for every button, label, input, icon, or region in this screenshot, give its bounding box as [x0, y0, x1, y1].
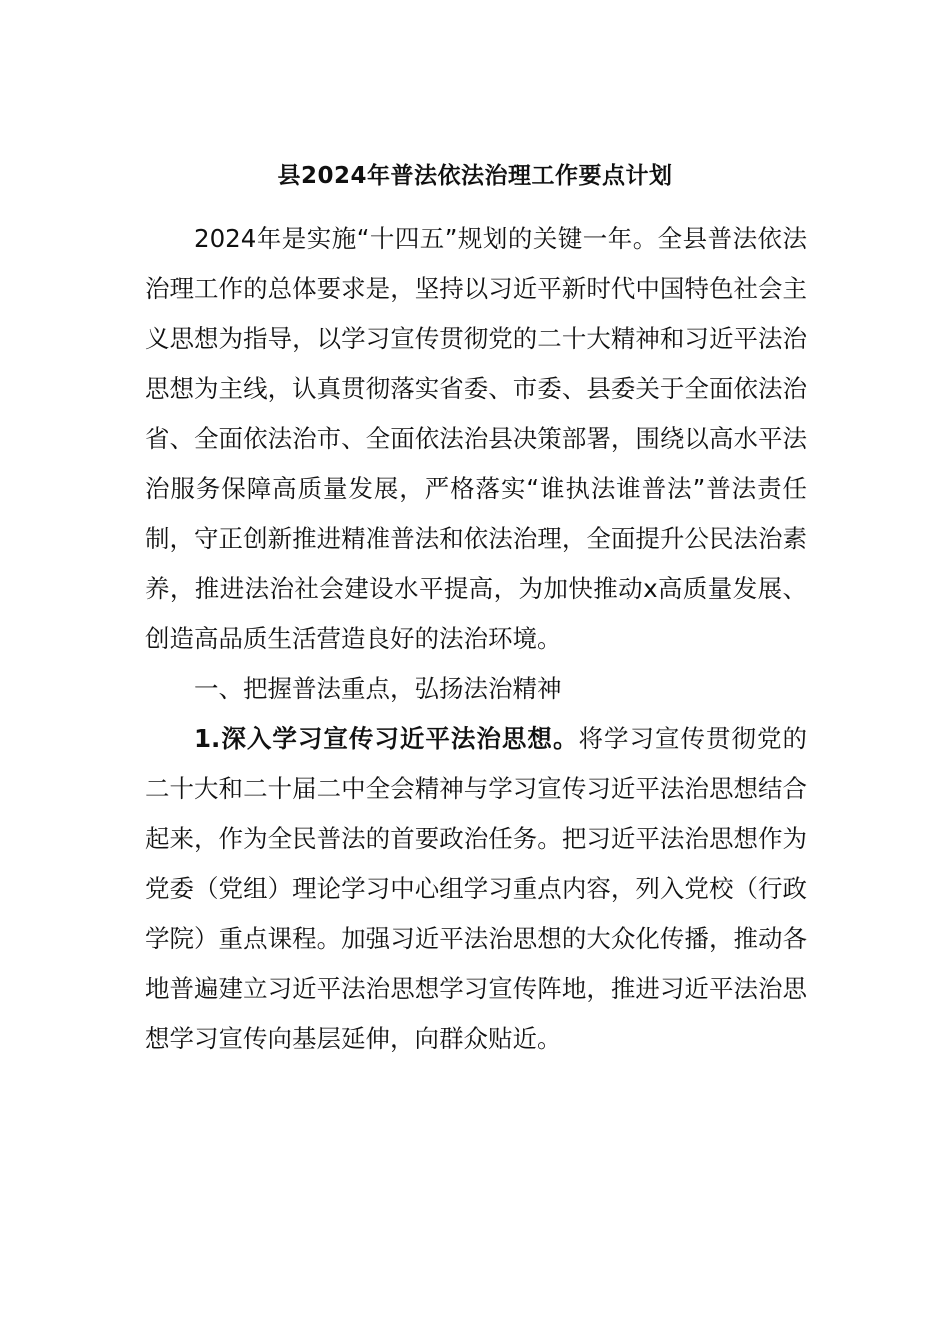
item-lead-bold: 1.深入学习宣传习近平法治思想。: [194, 724, 579, 753]
section-heading-text: 一、把握普法重点，弘扬法治精神: [194, 674, 562, 703]
item-paragraph-text: 将学习宣传贯彻党的二十大和二十届二中全会精神与学习宣传习近平法治思想结合起来，作为全民普法的首要政治任务。把习近平法治思想作为党委（党组）理论学习中心组学习重点内容，列入党校（行政学院）重点课程。加强习近平法治思想的大众化传播，推动各地普遍建立习近平法治思想学习宣传阵地，推进习近平法治思想学习宣传向基层延伸，向群众贴近。: [145, 724, 808, 1053]
intro-paragraph-text: 2024年是实施“十四五”规划的关键一年。全县普法依法治理工作的总体要求是，坚持以习近平新时代中国特色社会主义思想为指导，以学习宣传贯彻党的二十大精神和习近平法治思想为主线，认真贯彻落实省委、市委、县委关于全面依法治省、全面依法治市、全面依法治县决策部署，围绕以高水平法治服务保障高质量发展，严格落实“谁执法谁普法”普法责任制，守正创新推进精准普法和依法治理，全面提升公民法治素养，推进法治社会建设水平提高，为加快推动x高质量发展、创造高品质生活营造良好的法治环境。: [145, 224, 807, 653]
item-paragraph: [145, 714, 807, 1064]
document-body: [145, 214, 807, 1064]
document-title: 县2024年普法依法治理工作要点计划: [277, 163, 673, 189]
section-heading: [145, 664, 807, 714]
intro-paragraph: [145, 214, 807, 664]
